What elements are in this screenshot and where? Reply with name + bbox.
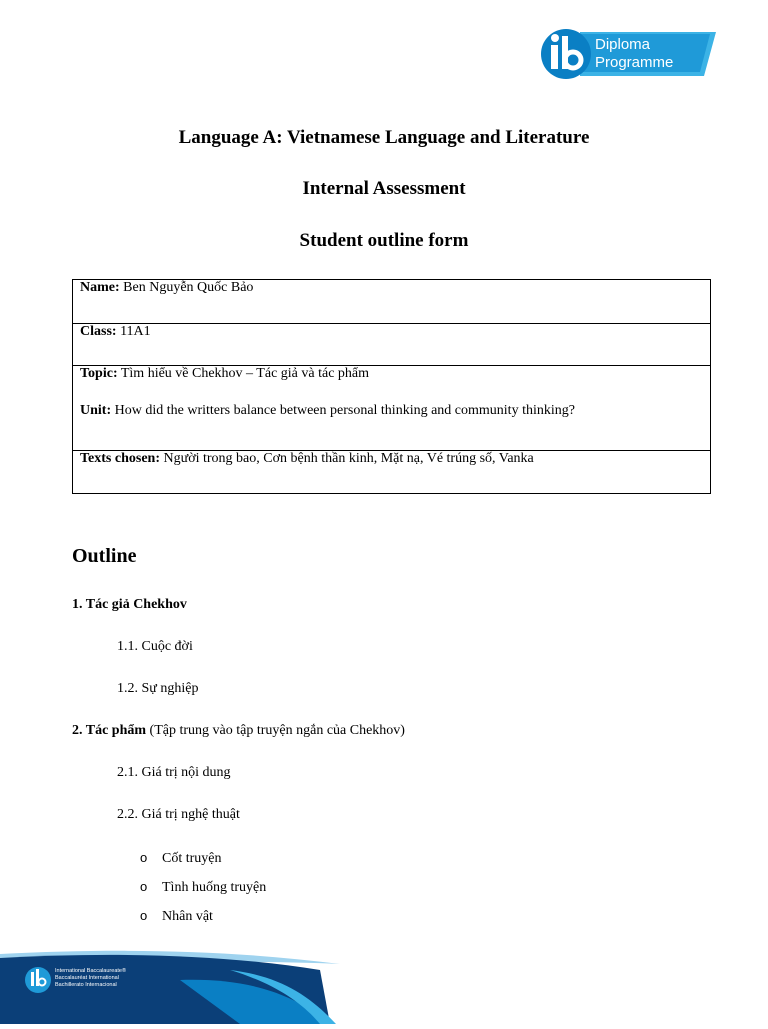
bullet-text: Nhân vật bbox=[162, 909, 213, 924]
name-label: Name: bbox=[80, 280, 120, 295]
topic-line bbox=[80, 366, 703, 382]
section-1-2: 1.2. Sự nghiệp bbox=[117, 681, 199, 696]
course-title: Language A: Vietnamese Language and Literature bbox=[178, 127, 590, 148]
texts-row bbox=[73, 451, 711, 494]
ib-diploma-programme-logo bbox=[540, 28, 718, 80]
bullet-marker: o bbox=[140, 879, 148, 894]
unit-label: Unit: bbox=[80, 403, 112, 418]
topic-value: Tìm hiểu về Chekhov – Tác giả và tác phẩm bbox=[120, 366, 370, 381]
section-2-1: 2.1. Giá trị nội dung bbox=[117, 765, 231, 780]
outline-heading: Outline bbox=[72, 545, 137, 567]
bullet-marker: o bbox=[140, 850, 148, 865]
ib-organization-names bbox=[55, 968, 145, 989]
org-line1: International Baccalaureate® bbox=[55, 968, 127, 974]
org-line2: Baccalauréat International bbox=[55, 975, 119, 981]
class-cell bbox=[73, 324, 711, 366]
bullet-item bbox=[140, 908, 213, 925]
assessment-title: Internal Assessment bbox=[302, 178, 466, 199]
section-1-1: 1.1. Cuộc đời bbox=[117, 639, 193, 654]
name-cell bbox=[73, 280, 711, 324]
bullet-text: Cốt truyện bbox=[162, 851, 222, 866]
section-2-title bbox=[72, 723, 405, 739]
topic-unit-cell bbox=[73, 366, 711, 451]
org-line3: Bachillerato Internacional bbox=[55, 982, 117, 988]
student-info-table bbox=[72, 279, 711, 494]
form-title: Student outline form bbox=[299, 230, 469, 251]
texts-label: Texts chosen: bbox=[80, 451, 160, 466]
section-2-title-text: 2. Tác phẩm bbox=[72, 723, 147, 738]
class-row bbox=[73, 324, 711, 366]
name-row bbox=[73, 280, 711, 324]
topic-unit-row bbox=[73, 366, 711, 451]
bullet-marker: o bbox=[140, 908, 148, 923]
section-1-title-text: 1. Tác giả Chekhov bbox=[72, 597, 187, 612]
section-2-2: 2.2. Giá trị nghệ thuật bbox=[117, 807, 240, 822]
topic-label: Topic: bbox=[80, 366, 118, 381]
section-2-note: (Tập trung vào tập truyện ngắn của Chekhov) bbox=[149, 723, 405, 738]
texts-value: Người trong bao, Cơn bệnh thần kinh, Mặt nạ, Vé trúng số, Vanka bbox=[163, 451, 534, 466]
bullet-item bbox=[140, 850, 222, 867]
class-value: 11A1 bbox=[120, 324, 151, 339]
texts-cell bbox=[73, 451, 711, 494]
bullet-text: Tình huống truyện bbox=[162, 880, 267, 895]
logo-line2: Programme bbox=[595, 54, 674, 71]
bullet-item bbox=[140, 879, 266, 896]
unit-value: How did the writters balance between personal thinking and community thinking? bbox=[114, 403, 575, 418]
section-1-title bbox=[72, 597, 187, 613]
name-value: Ben Nguyễn Quốc Bảo bbox=[123, 280, 254, 295]
logo-line1: Diploma bbox=[595, 36, 651, 53]
unit-line bbox=[80, 403, 703, 419]
class-label: Class: bbox=[80, 324, 117, 339]
